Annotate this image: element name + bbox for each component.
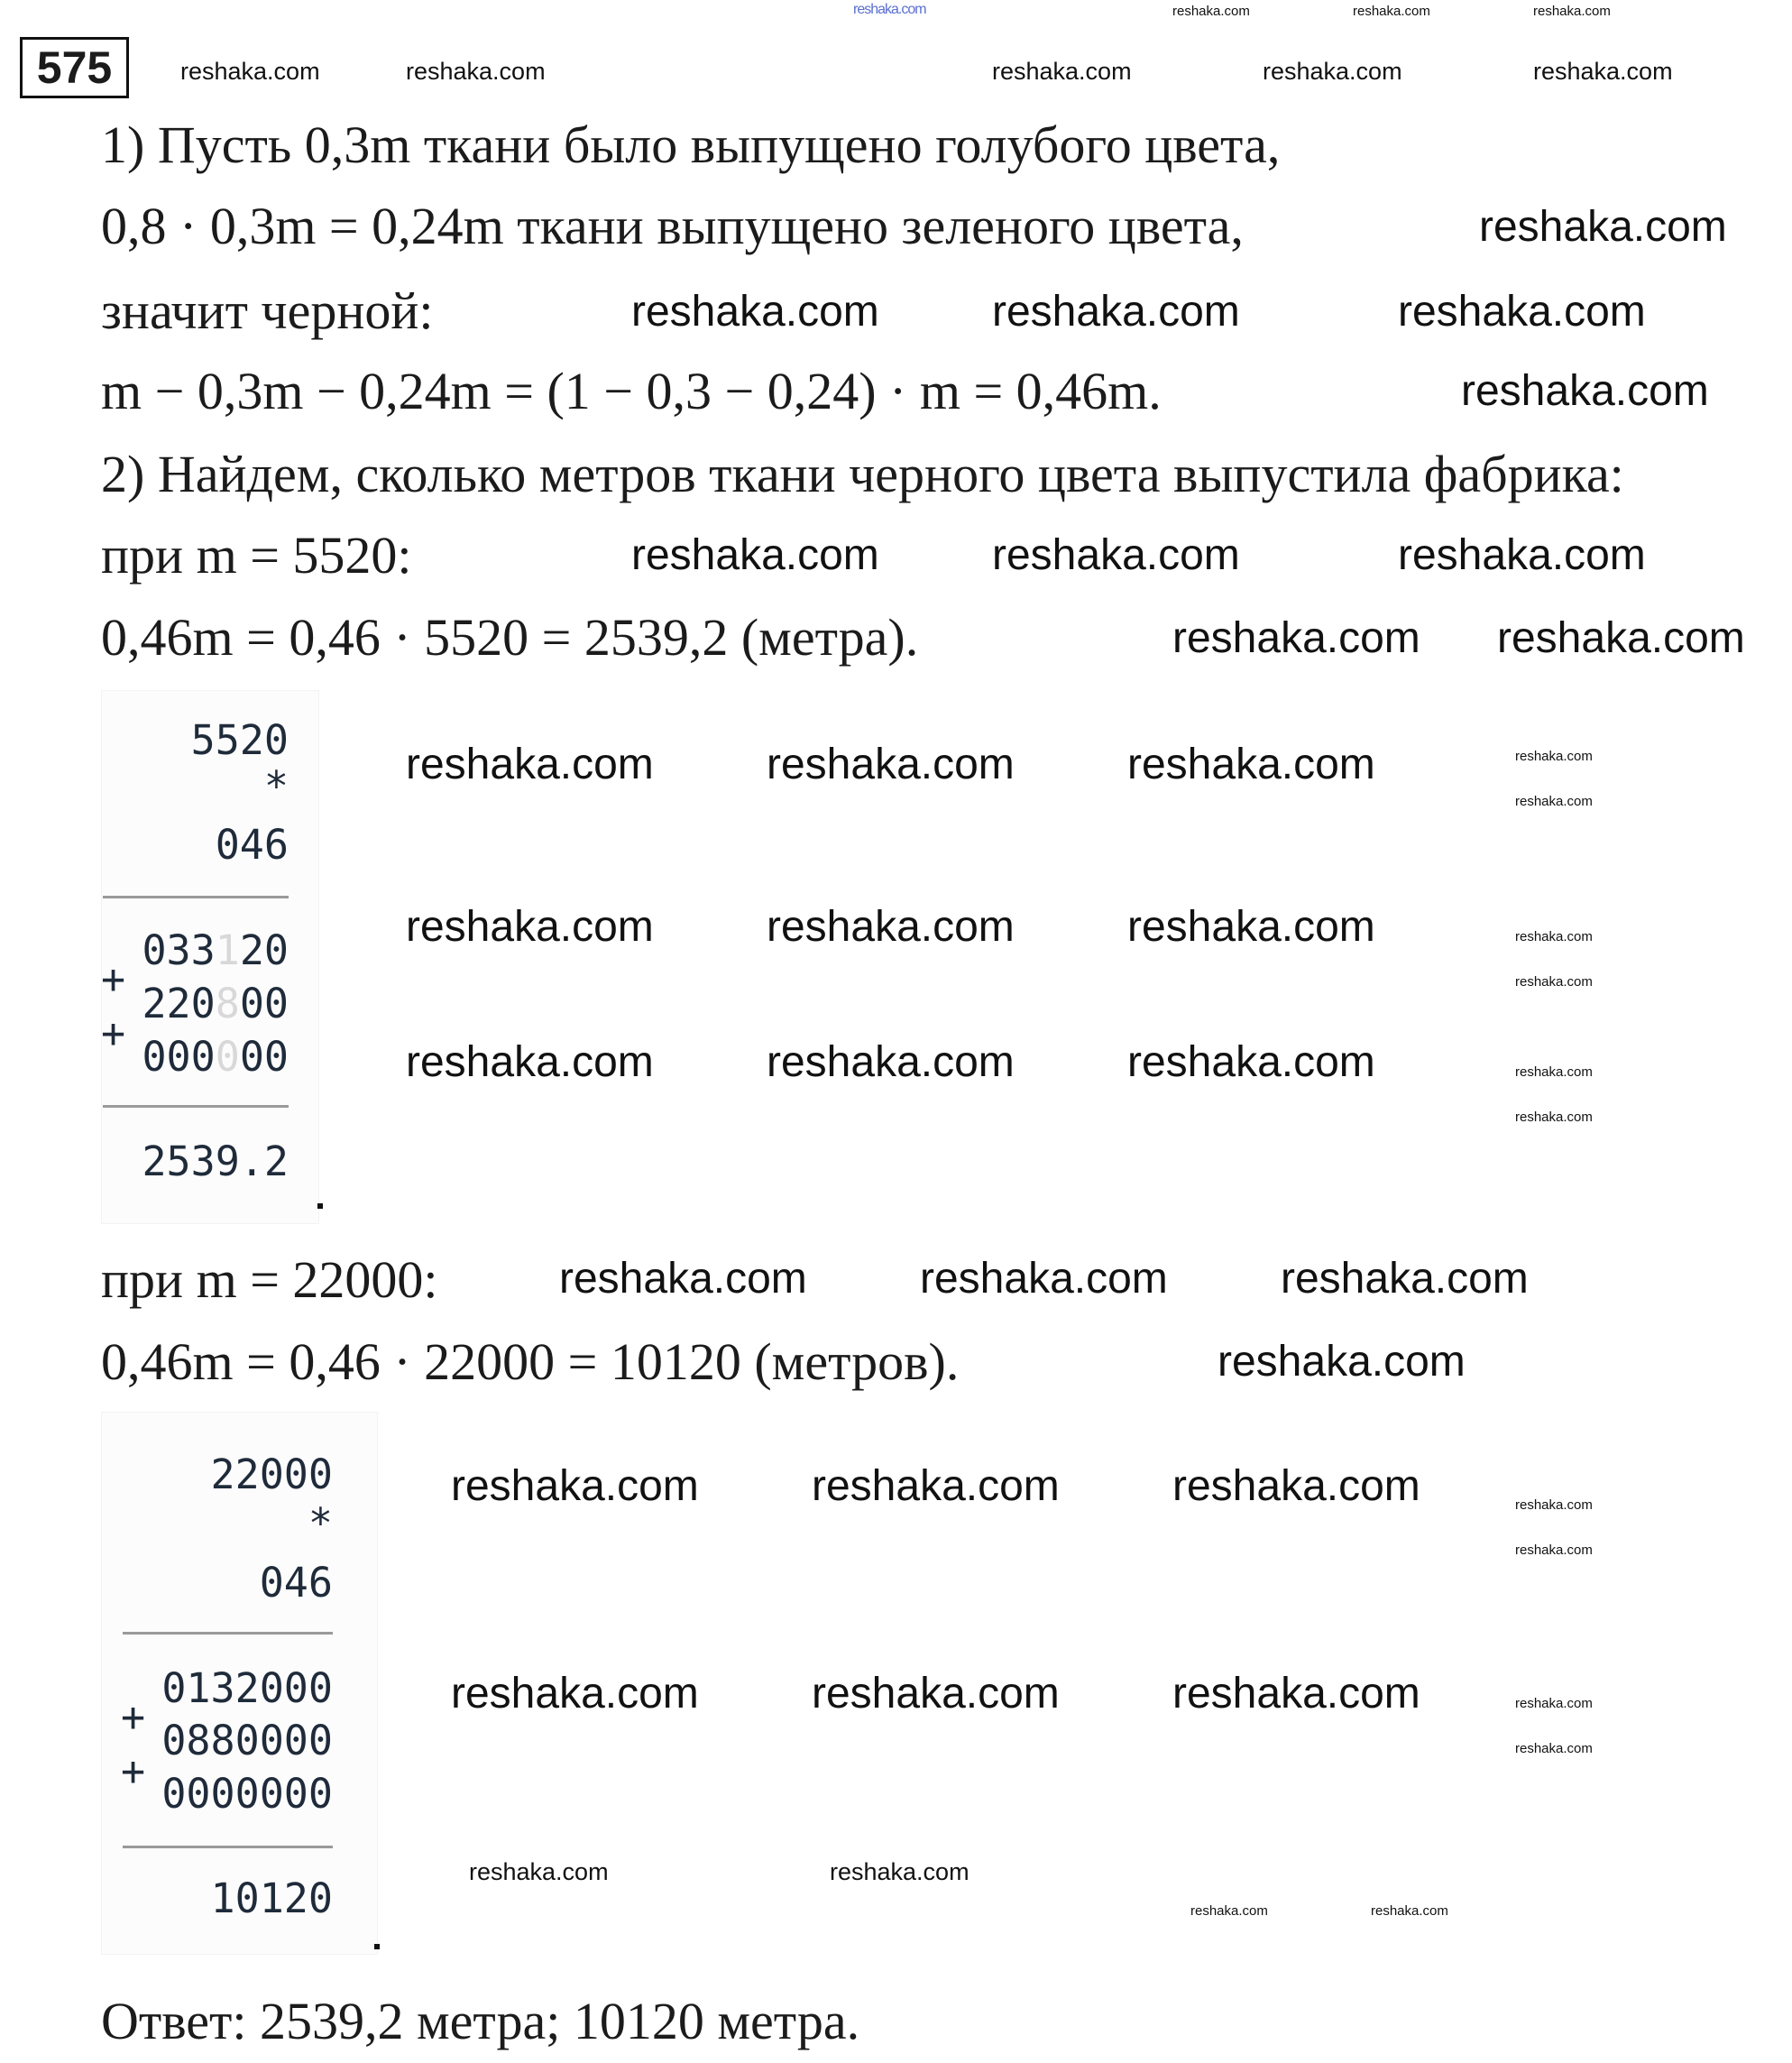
solution-line-5: 2) Найдем, сколько метров ткани черного цвета выпустила фабрика:: [101, 445, 1624, 503]
watermark: reshaka.com: [1461, 367, 1709, 415]
watermark: reshaka.com: [1515, 974, 1593, 990]
watermark: reshaka.com: [1515, 749, 1593, 764]
watermark: reshaka.com: [1190, 1903, 1268, 1919]
solution-line-9: 0,46m = 0,46 · 22000 = 10120 (метров).: [101, 1332, 960, 1391]
watermark: reshaka.com: [1127, 1038, 1375, 1086]
calc1-dot: [317, 1203, 323, 1209]
calc2-partial-2: 0880000: [161, 1717, 333, 1764]
watermark: reshaka.com: [1398, 531, 1646, 579]
calc1-multiplier: 046: [215, 821, 289, 869]
solution-line-4: m − 0,3m − 0,24m = (1 − 0,3 − 0,24) · m = 0,46m.: [101, 362, 1162, 420]
watermark: reshaka.com: [992, 288, 1240, 336]
watermark: reshaka.com: [631, 288, 879, 336]
watermark: reshaka.com: [1172, 1462, 1420, 1510]
calc2-multiplier: 046: [259, 1559, 333, 1607]
watermark: reshaka.com: [1127, 741, 1375, 788]
solution-line-8: при m = 22000:: [101, 1250, 438, 1309]
calc1-operator: *: [263, 762, 289, 810]
watermark: reshaka.com: [1533, 58, 1673, 85]
watermark: reshaka.com: [767, 903, 1015, 951]
calc2-multiplicand: 22000: [210, 1451, 333, 1498]
calc2-plus-1: +: [121, 1693, 146, 1741]
watermark: reshaka.com: [812, 1462, 1060, 1510]
calc2-rule-2: [123, 1846, 333, 1848]
watermark: reshaka.com: [767, 741, 1015, 788]
watermark: reshaka.com: [1515, 929, 1593, 944]
calc1-result: 2539.2: [142, 1137, 289, 1185]
watermark: reshaka.com: [767, 1038, 1015, 1086]
watermark: reshaka.com: [631, 531, 879, 579]
watermark: reshaka.com: [406, 1038, 654, 1086]
solution-line-2: 0,8 · 0,3m = 0,24m ткани выпущено зеленого цвета,: [101, 197, 1244, 255]
watermark: reshaka.com: [1515, 1696, 1593, 1711]
solution-line-6: при m = 5520:: [101, 526, 412, 585]
solution-line-3: значит черной:: [101, 281, 434, 340]
watermark: reshaka.com: [1515, 1497, 1593, 1513]
solution-line-7: 0,46m = 0,46 · 5520 = 2539,2 (метра).: [101, 608, 919, 667]
calc1-plus-1: +: [101, 955, 126, 1003]
task-number: 575: [20, 37, 129, 98]
watermark: reshaka.com: [1263, 58, 1402, 85]
watermark: reshaka.com: [1533, 4, 1611, 19]
watermark: reshaka.com: [1353, 4, 1430, 19]
calc2-plus-2: +: [121, 1747, 146, 1795]
watermark: reshaka.com: [920, 1255, 1168, 1303]
watermark: reshaka.com: [992, 58, 1132, 85]
calc1-rule-2: [103, 1105, 289, 1108]
calc1-partial-3: 000000: [142, 1033, 289, 1081]
watermark: reshaka.com: [1371, 1903, 1448, 1919]
watermark: reshaka.com: [406, 903, 654, 951]
calc2-partial-1: 0132000: [161, 1664, 333, 1712]
watermark: reshaka.com: [1172, 1670, 1420, 1718]
watermark: reshaka.com: [406, 741, 654, 788]
watermark: reshaka.com: [1479, 203, 1727, 251]
watermark: reshaka.com: [1515, 1064, 1593, 1080]
watermark: reshaka.com: [830, 1858, 970, 1885]
watermark: reshaka.com: [1172, 614, 1420, 662]
calc1-multiplicand: 5520: [190, 716, 289, 764]
site-watermark: reshaka.com: [853, 2, 926, 17]
watermark: reshaka.com: [1281, 1255, 1529, 1303]
watermark: reshaka.com: [469, 1858, 609, 1885]
watermark: reshaka.com: [1172, 4, 1250, 19]
watermark: reshaka.com: [1218, 1338, 1466, 1386]
answer-line: Ответ: 2539,2 метра; 10120 метра.: [101, 1992, 860, 2050]
calc2-partial-3: 0000000: [161, 1770, 333, 1818]
watermark: reshaka.com: [451, 1462, 699, 1510]
calc1-partial-1: 033120: [142, 926, 289, 974]
watermark: reshaka.com: [1398, 288, 1646, 336]
watermark: reshaka.com: [992, 531, 1240, 579]
calc2-rule: [123, 1632, 333, 1635]
watermark: reshaka.com: [559, 1255, 807, 1303]
watermark: reshaka.com: [1515, 1741, 1593, 1756]
calc2-operator: *: [308, 1499, 333, 1547]
watermark: reshaka.com: [1515, 794, 1593, 809]
watermark: reshaka.com: [180, 58, 320, 85]
calc1-plus-2: +: [101, 1009, 126, 1057]
watermark: reshaka.com: [1515, 1110, 1593, 1125]
watermark: reshaka.com: [1497, 614, 1745, 662]
solution-line-1: 1) Пусть 0,3m ткани было выпущено голубого цвета,: [101, 115, 1281, 174]
watermark: reshaka.com: [1127, 903, 1375, 951]
watermark: reshaka.com: [451, 1670, 699, 1718]
calc1-rule: [103, 896, 289, 898]
watermark: reshaka.com: [1515, 1543, 1593, 1558]
watermark: reshaka.com: [812, 1670, 1060, 1718]
calc2-result: 10120: [210, 1874, 333, 1922]
watermark: reshaka.com: [406, 58, 546, 85]
calc1-partial-2: 220800: [142, 980, 289, 1027]
calc2-dot: [374, 1944, 380, 1949]
